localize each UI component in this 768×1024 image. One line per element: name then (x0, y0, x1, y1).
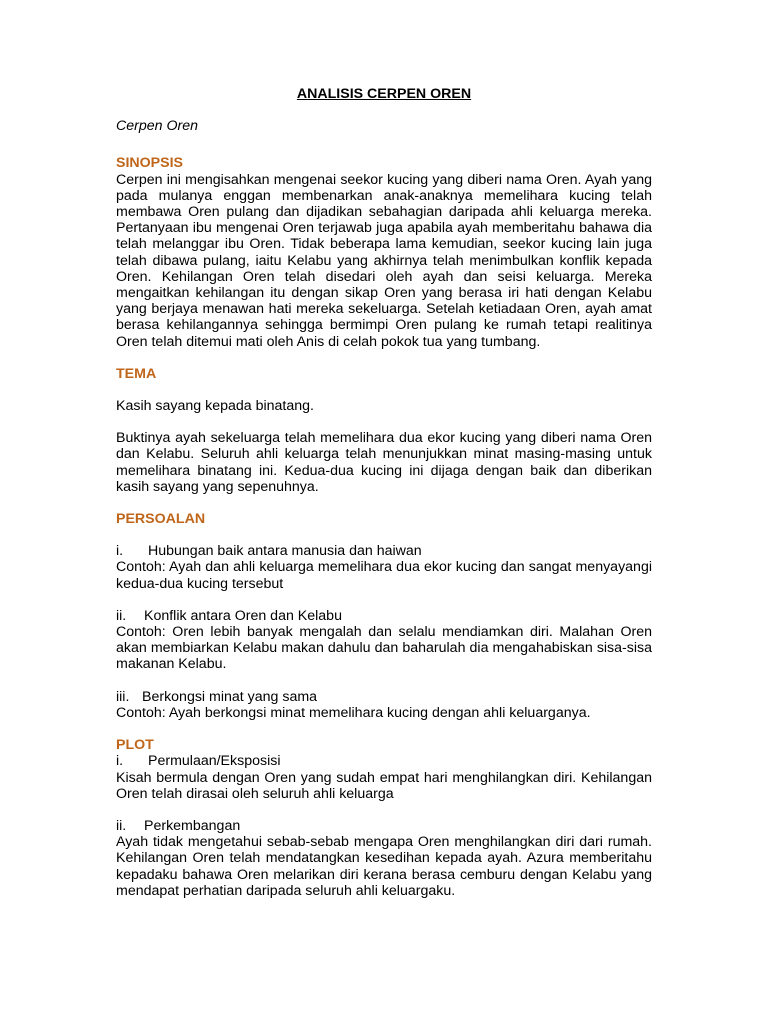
persoalan-item-2-example: Contoh: Oren lebih banyak mengalah dan selalu mendiamkan diri. Malahan Oren akan membiarkan Kelabu makan dahulu dan baharulah dia mengahabiskan sisa-sisa makanan Kelabu. (116, 624, 652, 673)
document-title: ANALISIS CERPEN OREN (296, 86, 472, 102)
persoalan-item-3-example: Contoh: Ayah berkongsi minat memelihara kucing dengan ahli keluarganya. (116, 704, 591, 721)
persoalan-item-3 (116, 689, 652, 705)
document-subtitle: Cerpen Oren (116, 118, 199, 135)
persoalan-item-2-label: Konflik antara Oren dan Kelabu (144, 607, 342, 624)
section-heading-sinopsis: SINOPSIS (116, 155, 184, 172)
plot-item-2-label: Perkembangan (144, 817, 241, 834)
plot-item-2-text: Ayah tidak mengetahui sebab-sebab mengapa Oren menghilangkan diri dari rumah. Kehilangan Oren telah mendatangkan kesedihan kepada ayah. Azura memberitahu kepadaku bahawa Oren melarikan diri kerana berasa cemburu dengan Kelabu yang mendapat perhatian daripada seluruh ahli keluargaku. (116, 834, 652, 899)
plot-item-1-text: Kisah bermula dengan Oren yang sudah empat hari menghilangkan diri. Kehilangan Oren telah dirasai oleh seluruh ahli keluarga (116, 769, 652, 802)
persoalan-item-1-number: i. (116, 543, 124, 560)
plot-item-2 (116, 818, 652, 834)
plot-item-1-number: i. (116, 753, 124, 770)
persoalan-item-2-number: ii. (116, 607, 127, 624)
section-heading-plot: PLOT (116, 737, 154, 754)
persoalan-item-3-label: Berkongsi minat yang sama (142, 688, 318, 705)
plot-item-1 (116, 753, 652, 769)
persoalan-item-3-number: iii. (116, 688, 130, 705)
persoalan-item-1 (116, 543, 652, 559)
persoalan-item-2 (116, 608, 652, 624)
document-content (116, 86, 652, 899)
tema-evidence: Buktinya ayah sekeluarga telah memelihara dua ekor kucing yang diberi nama Oren dan Kelabu. Seluruh ahli keluarga telah menunjukkan minat masing-masing untuk memelihara binatang ini. Kedua-dua kucing ini dijaga dengan baik dan diberikan kasih sayang yang sepenuhnya. (116, 430, 652, 495)
plot-item-1-label: Permulaan/Eksposisi (148, 753, 281, 770)
tema-statement: Kasih sayang kepada binatang. (116, 398, 314, 415)
section-heading-tema: TEMA (116, 365, 157, 382)
persoalan-item-1-label: Hubungan baik antara manusia dan haiwan (148, 543, 422, 560)
sinopsis-text: Cerpen ini mengisahkan mengenai seekor kucing yang diberi nama Oren. Ayah yang pada mulanya enggan membenarkan anak-anaknya memelihara kucing telah membawa Oren pulang dan dijadikan sebahagian daripada ahli keluarga mereka. Pertanyaan ibu mengenai Oren terjawab juga apabila ayah memberitahu bahawa dia telah melanggar ibu Oren. Tidak beberapa lama kemudian, seekor kucing lain juga telah dibawa pulang, iaitu Kelabu yang akhirnya telah menimbulkan konflik kepada Oren. Kehilangan Oren telah disedari oleh ayah dan seisi keluarga. Mereka mengaitkan kehilangan itu dengan sikap Oren yang berasa iri hati dengan Kelabu yang berjaya menawan hati mereka sekeluarga. Setelah ketiadaan Oren, ayah amat berasa kehilangannya sehingga bermimpi Oren pulang ke rumah tetapi realitinya Oren telah ditemui mati oleh Anis di celah pokok tua yang tumbang. (116, 171, 652, 350)
plot-item-2-number: ii. (116, 817, 127, 834)
section-heading-persoalan: PERSOALAN (116, 511, 206, 528)
persoalan-item-1-example: Contoh: Ayah dan ahli keluarga memelihara dua ekor kucing dan sangat menyayangi kedua-dua kucing tersebut (116, 559, 652, 592)
